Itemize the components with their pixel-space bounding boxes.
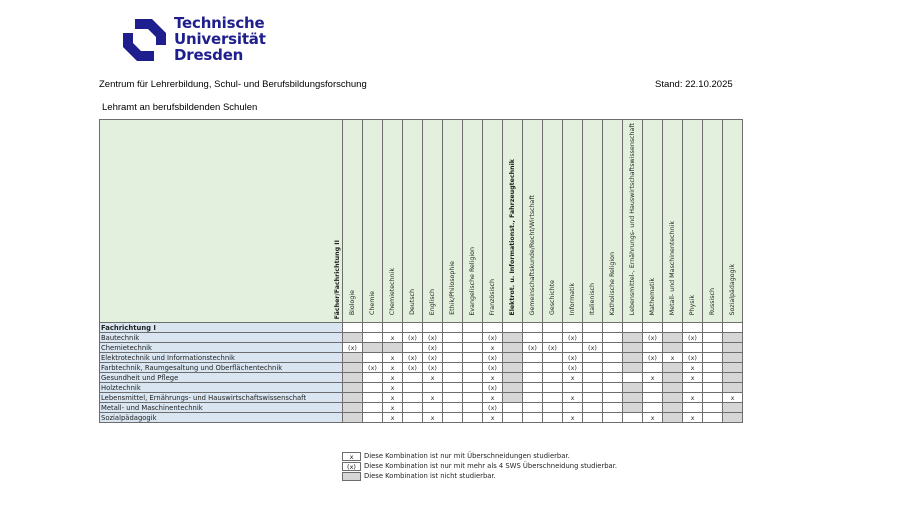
combination-cell (543, 373, 563, 383)
combination-cell (363, 413, 383, 423)
combination-cell (703, 413, 723, 423)
section-row-cell (403, 323, 423, 333)
combination-cell: (x) (483, 363, 503, 373)
combination-cell: x (483, 373, 503, 383)
table-row (100, 413, 743, 423)
corner-header (100, 120, 343, 323)
column-header (483, 120, 503, 323)
section-row-cell (483, 323, 503, 333)
section-row-cell (443, 323, 463, 333)
legend-text: Diese Kombination ist nur mit Überschneidungen studierbar. (364, 452, 570, 460)
combination-cell (443, 363, 463, 373)
combination-cell: x (683, 393, 703, 403)
combination-cell: x (383, 403, 403, 413)
column-header-label: Ethik/Philosophie (449, 261, 456, 316)
column-header-label: Gemeinschaftskunde/Recht/Wirtschaft (529, 194, 536, 316)
combination-cell (603, 383, 623, 393)
column-header (603, 120, 623, 323)
column-header-label: Biologie (349, 290, 356, 316)
combination-cell (603, 363, 623, 373)
table-row (100, 383, 743, 393)
cell-not-available (623, 393, 643, 403)
combination-cell (683, 343, 703, 353)
section-row-cell (583, 323, 603, 333)
combination-cell (363, 333, 383, 343)
legend-text: Diese Kombination ist nur mit mehr als 4 SWS Überschneidung studierbar. (364, 462, 618, 470)
combination-cell (443, 343, 463, 353)
column-header (663, 120, 683, 323)
combination-cell (563, 343, 583, 353)
row-label: Sozialpädagogik (100, 413, 343, 423)
row-label: Gesundheit und Pflege (100, 373, 343, 383)
combination-cell (603, 403, 623, 413)
cell-not-available (623, 383, 643, 393)
combination-cell (423, 383, 443, 393)
cell-not-available (623, 403, 643, 413)
legend (342, 451, 617, 481)
combination-cell: (x) (423, 363, 443, 373)
combination-cell (403, 393, 423, 403)
combination-cell (563, 383, 583, 393)
combination-cell (543, 403, 563, 413)
combination-cell (463, 333, 483, 343)
combination-cell (403, 413, 423, 423)
column-header-label: Physik (689, 295, 696, 316)
combination-cell (443, 353, 463, 363)
column-header-label: Mathematik (649, 277, 656, 316)
column-header (403, 120, 423, 323)
combination-table (99, 119, 743, 423)
combination-cell: x (563, 413, 583, 423)
column-header (623, 120, 643, 323)
combination-cell (423, 403, 443, 413)
cell-not-available (663, 363, 683, 373)
table-row (100, 343, 743, 353)
combination-cell (403, 373, 423, 383)
combination-cell (523, 353, 543, 363)
column-header-label: Katholische Religion (609, 251, 616, 316)
combination-cell (523, 333, 543, 343)
column-header-label: Chemie (369, 291, 376, 316)
cell-not-available (663, 333, 683, 343)
cell-not-available (503, 393, 523, 403)
logo-line-1: Technische (174, 14, 265, 32)
combination-cell (703, 373, 723, 383)
combination-cell: x (423, 413, 443, 423)
combination-cell (363, 403, 383, 413)
section-row-cell (703, 323, 723, 333)
combination-cell (523, 363, 543, 373)
combination-cell (703, 353, 723, 363)
column-header-label: Italienisch (589, 283, 596, 316)
section-row-cell (383, 323, 403, 333)
row-label: Elektrotechnik und Informationstechnik (100, 353, 343, 363)
combination-cell (583, 373, 603, 383)
combination-cell (463, 353, 483, 363)
column-header (503, 120, 523, 323)
row-label: Farbtechnik, Raumgesaltung und Oberflächentechnik (100, 363, 343, 373)
legend-item (342, 471, 617, 481)
column-header-label: Evangelische Religion (469, 246, 476, 316)
combination-cell: (x) (343, 343, 363, 353)
combination-cell (523, 373, 543, 383)
column-header (443, 120, 463, 323)
combination-cell (443, 413, 463, 423)
combination-cell: x (423, 373, 443, 383)
combination-cell (703, 333, 723, 343)
column-header-label: Lebensmittel-, Ernährungs- und Hauswirtschaftswissenschaft (629, 123, 636, 316)
legend-text: Diese Kombination ist nicht studierbar. (364, 472, 496, 480)
combination-cell: x (563, 393, 583, 403)
combination-cell (523, 393, 543, 403)
combination-cell (603, 343, 623, 353)
combination-cell: x (483, 393, 503, 403)
section-row-cell (603, 323, 623, 333)
section-row-cell (723, 323, 743, 333)
row-label: Chemietechnik (100, 343, 343, 353)
cell-not-available (663, 393, 683, 403)
column-header-label: Französisch (489, 278, 496, 316)
combination-cell: x (683, 413, 703, 423)
column-header-label: Informatik (569, 283, 576, 316)
cell-not-available (723, 373, 743, 383)
combination-cell (643, 383, 663, 393)
combination-cell (463, 373, 483, 383)
column-header (703, 120, 723, 323)
combination-cell (363, 393, 383, 403)
cell-not-available (723, 413, 743, 423)
combination-cell: (x) (423, 343, 443, 353)
legend-item (342, 451, 617, 461)
combination-cell (443, 393, 463, 403)
row-label: Lebensmittel, Ernährungs- und Hauswirtschaftswissenschaft (100, 393, 343, 403)
combination-cell (363, 373, 383, 383)
cell-not-available (343, 393, 363, 403)
combination-cell (603, 373, 623, 383)
column-header-label: Metall- und Maschinentechnik (669, 221, 676, 316)
cell-not-available (503, 333, 523, 343)
combination-cell: (x) (403, 353, 423, 363)
combination-cell: x (383, 413, 403, 423)
combination-cell (603, 413, 623, 423)
combination-cell: x (643, 373, 663, 383)
cell-not-available (663, 413, 683, 423)
combination-cell (463, 343, 483, 353)
cell-not-available (663, 373, 683, 383)
column-header (523, 120, 543, 323)
combination-cell (583, 333, 603, 343)
column-header (383, 120, 403, 323)
column-header (723, 120, 743, 323)
combination-cell (643, 343, 663, 353)
cell-not-available (723, 363, 743, 373)
combination-cell (503, 403, 523, 413)
combination-cell (363, 383, 383, 393)
cell-not-available (663, 403, 683, 413)
section-row-cell (563, 323, 583, 333)
column-header-label: Geschichte (549, 280, 556, 316)
combination-cell (623, 413, 643, 423)
combination-cell (603, 333, 623, 343)
column-header (583, 120, 603, 323)
table-header-row (100, 120, 743, 323)
cell-not-available (343, 383, 363, 393)
cell-not-available (723, 343, 743, 353)
combination-cell (463, 393, 483, 403)
combination-cell (583, 413, 603, 423)
combination-cell (363, 353, 383, 363)
combination-cell (623, 373, 643, 383)
cell-not-available (723, 383, 743, 393)
corner-label: Fächer/Fachrichtung II (334, 240, 341, 320)
combination-cell (403, 383, 423, 393)
combination-cell (703, 383, 723, 393)
combination-cell (443, 373, 463, 383)
cell-not-available (723, 353, 743, 363)
column-header (563, 120, 583, 323)
section-row-cell (543, 323, 563, 333)
combination-cell (703, 343, 723, 353)
combination-cell (583, 393, 603, 403)
cell-not-available (503, 343, 523, 353)
legend-symbol: (x) (342, 462, 361, 471)
legend-symbol: x (342, 452, 361, 461)
combination-cell: x (423, 393, 443, 403)
combination-cell: (x) (683, 353, 703, 363)
combination-cell (603, 353, 623, 363)
legend-item (342, 461, 617, 471)
combination-cell: x (383, 373, 403, 383)
cell-not-available (503, 353, 523, 363)
cell-not-available (343, 373, 363, 383)
combination-cell (403, 403, 423, 413)
combination-cell: (x) (403, 333, 423, 343)
cell-not-available (723, 333, 743, 343)
section-row-cell (503, 323, 523, 333)
column-header-label: Englisch (429, 289, 436, 316)
combination-cell (463, 383, 483, 393)
date-stamp: Stand: 22.10.2025 (655, 79, 733, 90)
column-header (463, 120, 483, 323)
combination-cell (523, 383, 543, 393)
column-header (423, 120, 443, 323)
cell-not-available (503, 383, 523, 393)
combination-cell: (x) (483, 403, 503, 413)
combination-cell (583, 353, 603, 363)
column-header-label: Elektrot. u. Informationst., Fahrzeugtechnik (509, 158, 516, 316)
combination-cell (463, 403, 483, 413)
combination-cell (563, 403, 583, 413)
combination-cell (503, 413, 523, 423)
logo-line-2: Universität (174, 30, 266, 48)
section-row (100, 323, 743, 333)
row-label: Holztechnik (100, 383, 343, 393)
combination-cell (703, 363, 723, 373)
cell-not-available (503, 373, 523, 383)
column-header-label: Deutsch (409, 289, 416, 316)
combination-cell (443, 403, 463, 413)
institution-name: Zentrum für Lehrerbildung, Schul- und Berufsbildungsforschung (99, 79, 367, 90)
column-header-label: Chemietechnik (389, 268, 396, 316)
combination-cell: x (383, 333, 403, 343)
combination-cell (543, 393, 563, 403)
combination-cell (703, 393, 723, 403)
column-header (543, 120, 563, 323)
combination-cell: (x) (643, 353, 663, 363)
cell-not-available (363, 343, 383, 353)
cell-not-available (343, 413, 363, 423)
combination-cell: (x) (423, 333, 443, 343)
column-header (343, 120, 363, 323)
combination-cell (523, 403, 543, 413)
combination-cell: x (483, 413, 503, 423)
section-row-cell (463, 323, 483, 333)
section-row-cell (623, 323, 643, 333)
combination-cell (643, 393, 663, 403)
combination-cell (543, 333, 563, 343)
table-row (100, 393, 743, 403)
table-row (100, 333, 743, 343)
combination-cell (703, 403, 723, 413)
section-row-cell (523, 323, 543, 333)
table-row (100, 403, 743, 413)
cell-not-available (623, 363, 643, 373)
cell-not-available (503, 363, 523, 373)
section-row-cell (363, 323, 383, 333)
cell-not-available (623, 353, 643, 363)
section-row-cell (423, 323, 443, 333)
cell-not-available (623, 333, 643, 343)
cell-not-available (343, 403, 363, 413)
combination-cell: (x) (583, 343, 603, 353)
combination-cell: (x) (563, 353, 583, 363)
combination-cell: (x) (563, 363, 583, 373)
combination-cell: (x) (683, 333, 703, 343)
combination-cell (543, 363, 563, 373)
combination-cell: x (383, 353, 403, 363)
cell-not-available (663, 383, 683, 393)
table-row (100, 373, 743, 383)
combination-cell: (x) (483, 353, 503, 363)
combination-cell (683, 403, 703, 413)
column-header (683, 120, 703, 323)
section-label: Fachrichtung I (100, 323, 343, 333)
combination-cell (523, 413, 543, 423)
combination-cell (543, 413, 563, 423)
row-label: Metall- und Maschinentechnik (100, 403, 343, 413)
cell-not-available (343, 363, 363, 373)
cell-not-available (623, 343, 643, 353)
combination-cell (543, 353, 563, 363)
combination-cell (403, 343, 423, 353)
combination-cell (463, 363, 483, 373)
combination-cell: x (383, 393, 403, 403)
combination-cell (643, 363, 663, 373)
combination-cell (583, 363, 603, 373)
cell-not-available (343, 333, 363, 343)
page-subtitle: Lehramt an berufsbildenden Schulen (102, 102, 258, 113)
column-header-label: Russisch (709, 288, 716, 316)
section-row-cell (343, 323, 363, 333)
combination-cell: x (683, 373, 703, 383)
cell-not-available (723, 403, 743, 413)
combination-cell (583, 403, 603, 413)
combination-cell: (x) (403, 363, 423, 373)
column-header-label: Sozialpädagogik (729, 263, 736, 316)
tu-dresden-logo (122, 14, 266, 65)
combination-cell: x (383, 383, 403, 393)
legend-symbol (342, 472, 361, 481)
combination-cell: (x) (523, 343, 543, 353)
section-row-cell (663, 323, 683, 333)
cell-not-available (663, 343, 683, 353)
combination-cell: (x) (483, 383, 503, 393)
combination-cell (583, 383, 603, 393)
combination-cell: x (723, 393, 743, 403)
combination-cell: (x) (423, 353, 443, 363)
combination-cell (543, 383, 563, 393)
combination-cell: (x) (563, 333, 583, 343)
table-row (100, 363, 743, 373)
combination-cell (443, 333, 463, 343)
combination-cell: x (663, 353, 683, 363)
combination-cell: x (563, 373, 583, 383)
combination-cell: x (483, 343, 503, 353)
combination-cell: (x) (483, 333, 503, 343)
combination-cell (463, 413, 483, 423)
section-row-cell (643, 323, 663, 333)
combination-cell (443, 383, 463, 393)
combination-cell: (x) (363, 363, 383, 373)
column-header (363, 120, 383, 323)
tu-dresden-logo-mark-icon (122, 17, 168, 61)
logo-line-3: Dresden (174, 46, 244, 64)
combination-cell (683, 383, 703, 393)
section-row-cell (683, 323, 703, 333)
combination-cell: x (683, 363, 703, 373)
combination-cell: x (383, 363, 403, 373)
cell-not-available (343, 353, 363, 363)
logo-wordmark (174, 15, 266, 63)
combination-cell: x (643, 413, 663, 423)
combination-cell: (x) (543, 343, 563, 353)
combination-cell: (x) (643, 333, 663, 343)
row-label: Bautechnik (100, 333, 343, 343)
combination-cell (643, 403, 663, 413)
combination-cell (603, 393, 623, 403)
table-row (100, 353, 743, 363)
cell-not-available (383, 343, 403, 353)
column-header (643, 120, 663, 323)
